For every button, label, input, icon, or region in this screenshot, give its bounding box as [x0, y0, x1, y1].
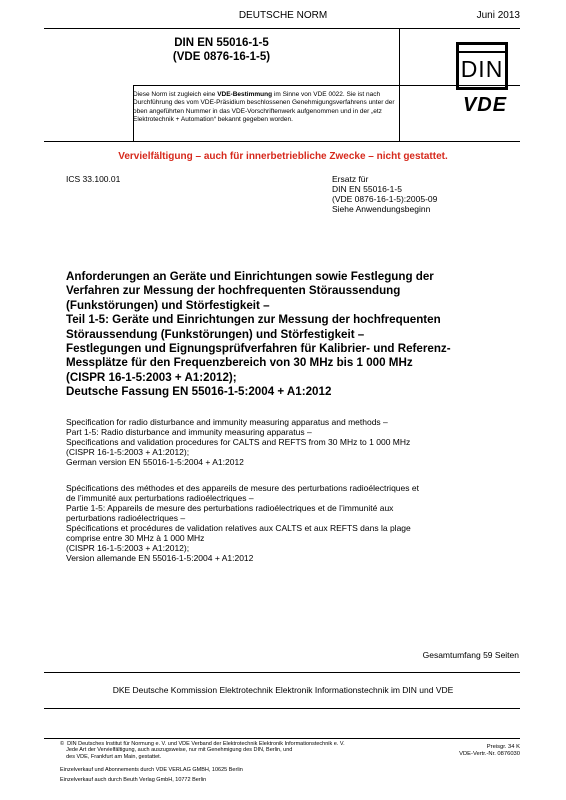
- footer-top-rule: [44, 738, 520, 739]
- sales-info: [60, 766, 243, 785]
- vde-note-rest: im Sinne von VDE 0022. Sie ist nach Durchführung des vom VDE-Präsidium beschlossenen Genehmigungsverfahrens unter der oben angeführten Nummer in das VDE-Vorschriftenwerk aufgenommen und in der „etz Elektrotechnik + Automation“ bekannt gegeben worden.: [133, 91, 395, 123]
- title-line: perturbations radioélectriques –: [66, 513, 186, 523]
- title-line: (CISPR 16-1-5:2003 + A1:2012);: [66, 543, 190, 553]
- copyright-line: © DIN Deutsches Institut für Normung e. V. und VDE Verband der Elektrotechnik Elektronik Informationstechnik e. V.: [60, 741, 345, 747]
- title-line: Verfahren zur Messung der hochfrequenten Störaussendung: [66, 284, 401, 298]
- price-group: Preisgr. 34 K: [486, 744, 520, 750]
- dke-top-rule: [44, 672, 520, 673]
- copyright-line: des VDE, Frankfurt am Main, gestattet.: [60, 753, 162, 760]
- title-line: German version EN 55016-1-5:2004 + A1:2012: [66, 457, 244, 467]
- replacement-line: Ersatz für: [332, 174, 369, 184]
- title-line: Teil 1-5: Geräte und Einrichtungen zur Messung der hochfrequenten: [66, 313, 441, 327]
- replacement-info: [332, 174, 437, 214]
- vde-note-bold: VDE-Bestimmung: [217, 91, 273, 98]
- din-logo-bar: [459, 51, 505, 53]
- total-pages: Gesamtumfang 59 Seiten: [422, 650, 519, 660]
- title-line: Specifications and validation procedures for CALTS and REFTS from 30 MHz to 1 000 MHz: [66, 437, 411, 447]
- german-title: [66, 270, 516, 400]
- ics-code: ICS 33.100.01: [66, 174, 121, 184]
- title-line: Part 1-5: Radio disturbance and immunity measuring apparatus –: [66, 427, 312, 437]
- replacement-line: Siehe Anwendungsbeginn: [332, 204, 431, 214]
- top-rule: [44, 28, 520, 29]
- dke-line: DKE Deutsche Kommission Elektrotechnik Elektronik Informationstechnik im DIN und VDE: [112, 685, 454, 695]
- title-line: (CISPR 16-1-5:2003 + A1:2012);: [66, 370, 237, 384]
- vde-classification: (VDE 0876-16-1-5): [172, 51, 271, 63]
- header-bottom-rule: [44, 141, 520, 142]
- title-line: de l’immunité aux perturbations radioélectriques –: [66, 493, 254, 503]
- title-line: Version allemande EN 55016-1-5:2004 + A1:2012: [66, 553, 254, 563]
- french-title: [66, 483, 526, 563]
- din-logo-text: DIN: [460, 56, 504, 82]
- document-type-label: DEUTSCHE NORM: [238, 10, 328, 21]
- din-logo: [456, 42, 508, 90]
- replacement-line: (VDE 0876-16-1-5):2005-09: [332, 194, 438, 204]
- title-line: Störaussendung (Funkstörungen) und Störfestigkeit –: [66, 327, 365, 341]
- price-info: [459, 744, 520, 758]
- sales-line: Einzelverkauf und Abonnements durch VDE VERLAG GMBH, 10625 Berlin: [60, 767, 243, 773]
- vde-note-prefix: Diese Norm ist zugleich eine: [133, 91, 218, 98]
- title-line: (CISPR 16-1-5:2003 + A1:2012);: [66, 447, 190, 457]
- sales-line: Einzelverkauf auch durch Beuth Verlag GmbH, 10772 Berlin: [60, 776, 207, 783]
- publication-date: Juni 2013: [476, 10, 520, 21]
- title-line: Spécifications et procédures de validation relatives aux CALTS et aux REFTS dans la plage: [66, 523, 411, 533]
- document-number: [44, 36, 399, 64]
- title-line: Anforderungen an Geräte und Einrichtungen sowie Festlegung der: [66, 270, 434, 283]
- copyright-notice: [60, 741, 440, 760]
- title-line: Festlegungen und Eignungsprüfverfahren für Kalibrier- und Referenz-: [66, 342, 451, 356]
- title-line: Partie 1-5: Appareils de mesure des perturbations radioélectriques et de l’immunité aux: [66, 503, 394, 513]
- order-number: VDE-Vertr.-Nr. 0876030: [459, 751, 520, 757]
- replacement-line: DIN EN 55016-1-5: [332, 184, 402, 194]
- title-line: comprise entre 30 MHz à 1 000 MHz: [66, 533, 205, 543]
- title-line: Deutsche Fassung EN 55016-1-5:2004 + A1:2012: [66, 385, 332, 399]
- english-title: [66, 417, 516, 467]
- title-line: Spécifications des méthodes et des appareils de mesure des perturbations radioélectriques et: [66, 483, 419, 493]
- reproduction-warning: Vervielfältigung – auch für innerbetriebliche Zwecke – nicht gestattet.: [118, 151, 448, 162]
- title-line: Specification for radio disturbance and immunity measuring apparatus and methods –: [66, 417, 388, 427]
- dke-bottom-rule: [44, 708, 520, 709]
- vde-logo: VDE: [462, 94, 508, 116]
- title-line: (Funkstörungen) und Störfestigkeit –: [66, 298, 270, 312]
- vde-regulation-note: [133, 91, 398, 124]
- standard-number: DIN EN 55016-1-5: [174, 37, 269, 49]
- copyright-line: Jede Art der Vervielfältigung, auch auszugsweise, nur mit Genehmigung des DIN, Berlin, und: [60, 747, 293, 754]
- title-line: Messplätze für den Frequenzbereich von 30 MHz bis 1 000 MHz: [66, 356, 413, 370]
